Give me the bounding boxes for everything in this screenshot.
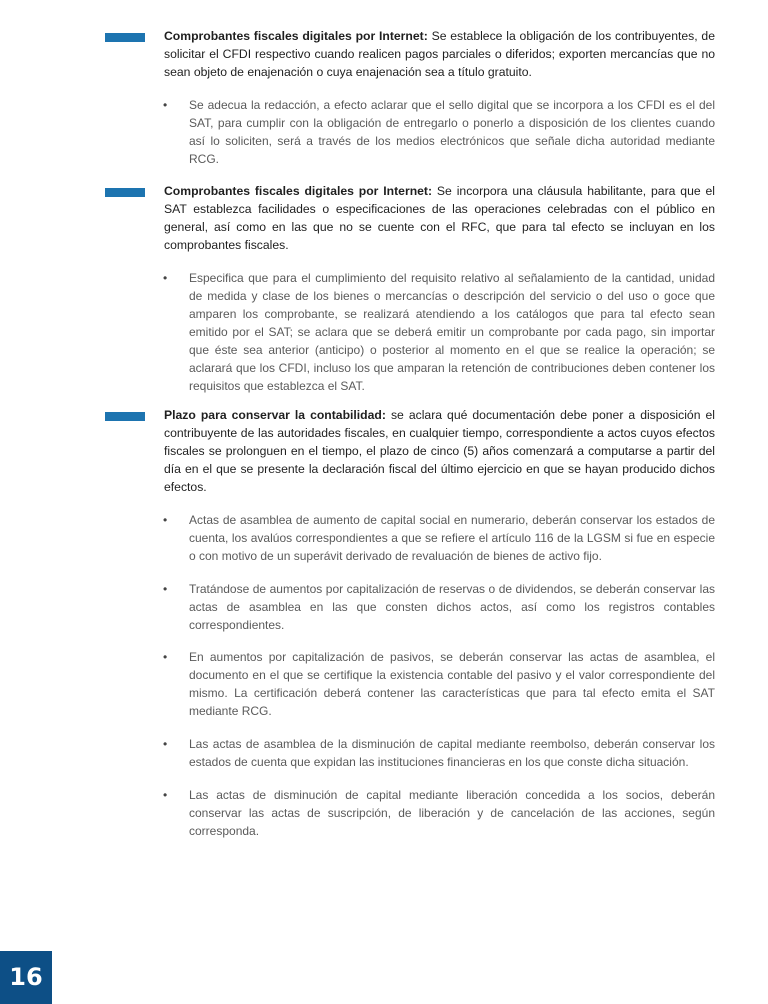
bullet-icon: •	[163, 650, 168, 664]
bullet-text: Especifica que para el cumplimiento del requisito relativo al señalamiento de la cantidad, unidad de medida y clase de los bienes o mercancías o descripción del servicio o del uso o goce que amparen los comprobante, se realizará atendiendo a los catálogos que para tal efecto sean emitido por el SAT; se aclara que se deberá emitir un comprobante por cada pago, sin importar que éste sea anterior (anticipo) o posterior al momento en el que se realice la operación; se aclarará que los CFDI, incluso los que amparan la retención de contribuciones deben contener los requisitos que establezca el SAT.	[189, 271, 715, 393]
bullet-icon: •	[163, 513, 168, 527]
section-marker	[105, 33, 145, 42]
section-heading	[164, 27, 715, 81]
heading-text: se aclara qué documentación debe poner a disposición el contribuyente de las autoridades fiscales, en cualquier tiempo, correspondiente a actos cuyos efectos fiscales se prolonguen en el tiempo, el plazo de cinco (5) años comenzará a computarse a partir del día en el que se presente la declaración fiscal del último ejercicio en que se hayan producido dichos efectos.	[164, 408, 715, 494]
bullet-text: Tratándose de aumentos por capitalización de reservas o de dividendos, se deberán conservar las actas de asamblea en las que consten dichos actos, así como los registros contables correspondientes.	[189, 582, 715, 632]
bullet-text: Las actas de asamblea de la disminución de capital mediante reembolso, deberán conservar los estados de cuenta que expidan las instituciones financieras en los que conste dicha situación.	[189, 737, 715, 769]
bullet-text: Las actas de disminución de capital mediante liberación concedida a los socios, deberán conservar las actas de suscripción, de liberación y de cancelación de las acciones, según corresponda.	[189, 788, 715, 838]
heading-text: Se incorpora una cláusula habilitante, para que el SAT establezca facilidades o especificaciones de las operaciones celebradas con el público en general, así como en las que no se cuente con el RFC, que para tal efecto se incluyan en los comprobantes fiscales.	[164, 184, 715, 252]
section-heading	[164, 182, 715, 254]
bullet-text: Actas de asamblea de aumento de capital social en numerario, deberán conservar los estados de cuenta, los avalúos correspondientes a que se refiere el artículo 116 de la LGSM si fue en especie o con motivo de un superávit derivado de revaluación de bienes de activo fijo.	[189, 513, 715, 563]
bullet-text: En aumentos por capitalización de pasivos, se deberán conservar las actas de asamblea, el documento en el que se certifique la existencia contable del pasivo y el valor correspondiente del mismo. La certificación deberá contener las características que para tal efecto emita el SAT mediante RCG.	[189, 650, 715, 718]
bullet-icon: •	[163, 271, 168, 285]
section-heading	[164, 406, 715, 496]
heading-text: Se establece la obligación de los contribuyentes, de solicitar el CFDI respectivo cuando realicen pagos parciales o diferidos; exporten mercancías que no sean objeto de enajenación o cuya enajenación sea a título gratuito.	[164, 29, 715, 79]
bullet-text: Se adecua la redacción, a efecto aclarar que el sello digital que se incorpora a los CFDI es el del SAT, para cumplir con la obligación de entregarlo o ponerlo a disposición de los clientes cuando así lo soliciten, será a través de los medios electrónicos que señale dicha autoridad mediante RCG.	[189, 98, 715, 166]
section-marker	[105, 412, 145, 421]
bullet-icon: •	[163, 737, 168, 751]
page-number: 16	[0, 951, 52, 1004]
bullet-icon: •	[163, 582, 168, 596]
heading-bold: Comprobantes fiscales digitales por Internet:	[164, 184, 433, 198]
section-marker	[105, 188, 145, 197]
bullet-icon: •	[163, 98, 168, 112]
bullet-icon: •	[163, 788, 168, 802]
heading-bold: Comprobantes fiscales digitales por Internet:	[164, 29, 428, 43]
heading-bold: Plazo para conservar la contabilidad:	[164, 408, 386, 422]
